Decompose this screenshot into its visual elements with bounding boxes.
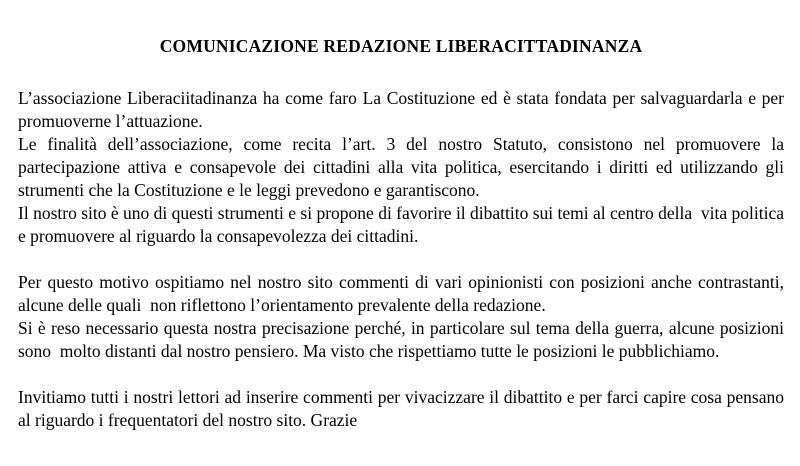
paragraph-opinions-hosted: Per questo motivo ospitiamo nel nostro sito commenti di vari opinionisti con posizioni anche contrastanti, alcune delle quali non riflettono l’orientamento prevalente della redazione.	[18, 272, 789, 315]
text-block-intro	[18, 87, 789, 248]
paragraph-reader-invitation: Invitiamo tutti i nostri lettori ad inserire commenti per vivacizzare il dibattito e per farci capire cosa pensano al riguardo i frequentatori del nostro sito. Grazie	[18, 387, 789, 430]
text-block-editorial-position	[18, 271, 789, 363]
paragraph-site-purpose: Il nostro sito è uno di questi strumenti e si propone di favorire il dibattito sui temi al centro della vita politica e promuovere al riguardo la consapevolezza dei cittadini.	[18, 203, 789, 246]
paragraph-statute-goals: Le finalità dell’associazione, come recita l’art. 3 del nostro Statuto, consistono nel promuovere la partecipazione attiva e consapevole dei cittadini alla vita politica, esercitando i diritti ed utilizzando gli strumenti che la Costituzione e le leggi prevedono e garantiscono.	[18, 134, 789, 200]
paragraph-association-founding: L’associazione Liberaciitadinanza ha come faro La Costituzione ed è stata fondata per salvaguardarla e per promuoverne l’attuazione.	[18, 88, 789, 131]
page-title: COMUNICAZIONE REDAZIONE LIBERACITTADINANZA	[159, 36, 643, 56]
text-block-invitation	[18, 386, 789, 432]
paragraph-clarification-war: Si è reso necessario questa nostra precisazione perché, in particolare sul tema della guerra, alcune posizioni sono molto distanti dal nostro pensiero. Ma visto che rispettiamo tutte le posizioni le pubblichiamo.	[18, 318, 789, 361]
